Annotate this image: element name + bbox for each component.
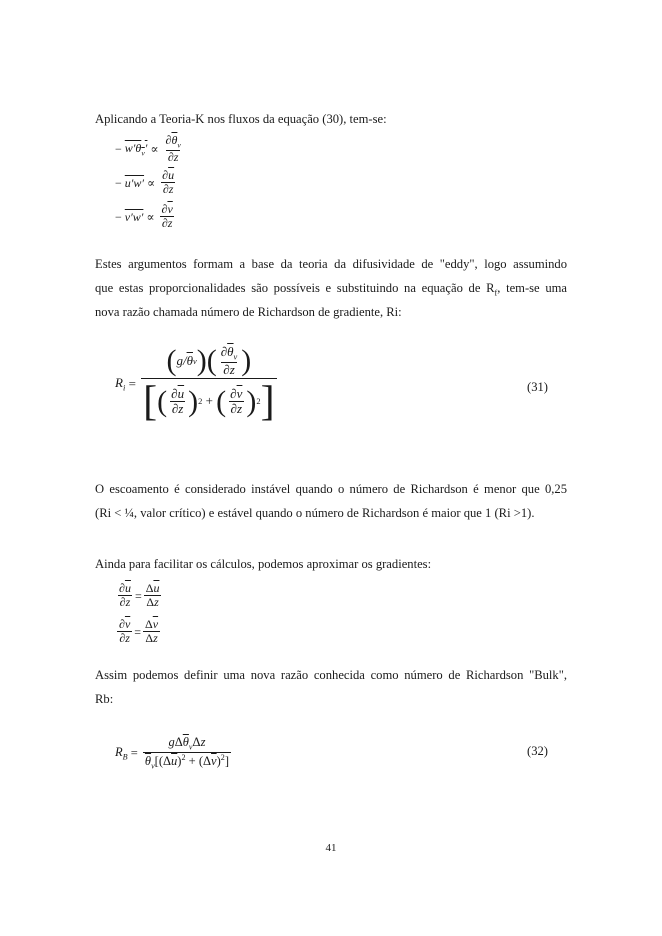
bulk-paragraph-line-1: Assim podemos definir uma nova razão conhecida como número de Richardson "Bulk",	[95, 668, 567, 682]
gradient-paragraph: Ainda para facilitar os cálculos, podemos aproximar os gradientes:	[95, 557, 432, 571]
equation-32: $R_B$ = $\frac{g\Delta\overline{\theta}_v\Delta z}{\overline{\theta}_v[(\Delta\overline{u})^2 + (\Delta\overline{v})^2]}$	[115, 735, 230, 772]
equation-u-gradient: $\frac{\partial\overline{u}}{\partial z}$ = $\frac{\Delta\overline{u}}{\Delta z}$	[119, 581, 160, 610]
stability-paragraph-line-2: (Ri < ¼, valor crítico) e estável quando o número de Richardson é maior que 1 (Ri >1).	[95, 506, 535, 520]
eddy-paragraph-line-2: que estas proporcionalidades são possíveis e substituindo na equação de $R_f$, tem-se uma	[95, 281, 568, 298]
eddy-paragraph-line-3: nova razão chamada número de Richardson de gradiente, Ri:	[95, 305, 402, 319]
eddy-paragraph-line-1: Estes argumentos formam a base da teoria da difusividade de "eddy", logo assumindo	[95, 257, 567, 271]
equation-v-flux: − v′w′ ∝ $\frac{\partial\overline{v}}{\partial z}$	[115, 202, 173, 231]
equation-v-gradient: $\frac{\partial\overline{v}}{\partial z}$ = $\frac{\Delta\overline{v}}{\Delta z}$	[119, 617, 159, 646]
equation-31: $R_i$ = ( g/ $\overline{\theta}$ v ) ( $\frac{\partial\overline{\theta}_v}{\partial z}$ ) [ ( $\frac{\partial\overline{u}}{\partial z}$ ) 2 + ( $\frac{\partial\overline{v}}{\partial z}$ ) 2 ]	[115, 344, 275, 425]
equation-31-number: (31)	[527, 380, 548, 394]
gradient-approximations	[115, 578, 163, 650]
page-number: 41	[325, 842, 337, 854]
bulk-paragraph-line-2: Rb:	[95, 692, 114, 706]
stability-paragraph-line-1: O escoamento é considerado instável quando o número de Richardson é menor que 0,25	[95, 482, 567, 496]
equation-theta-flux: − $w'\theta_v'$ ∝ $\frac{\partial\overline{\theta}_v}{\partial z}$	[115, 132, 181, 164]
equation-32-number: (32)	[527, 744, 548, 758]
k-theory-equations	[115, 132, 185, 234]
equation-u-flux: − u′w′ ∝ $\frac{\partial\overline{u}}{\partial z}$	[115, 168, 175, 197]
intro-paragraph: Aplicando a Teoria-K nos fluxos da equação (30), tem-se:	[95, 112, 387, 126]
